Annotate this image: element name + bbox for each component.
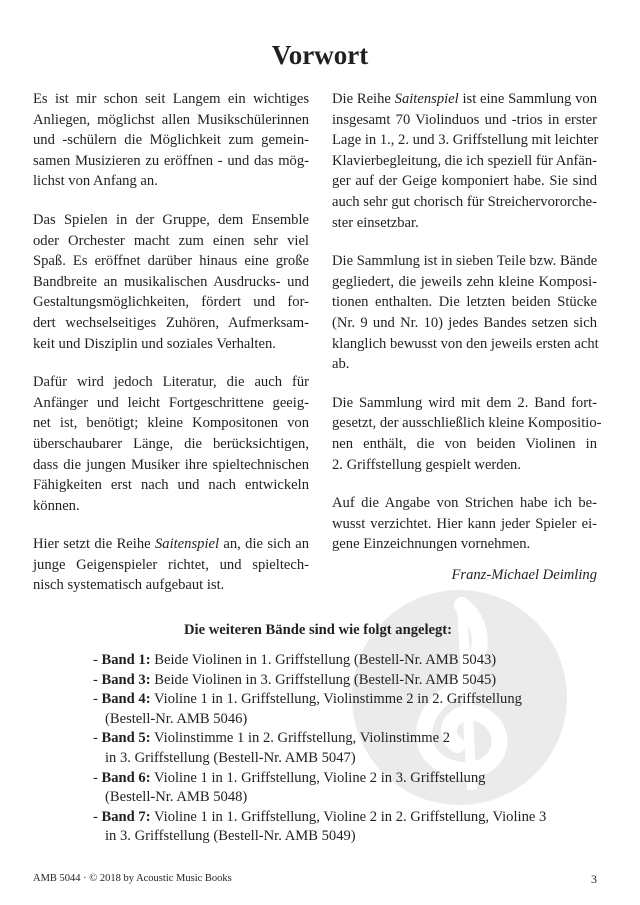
band-line bbox=[93, 788, 546, 808]
text-line: Die Sammlung ist in sieben Teile bzw. Bände bbox=[332, 253, 598, 270]
band-line: - Band 1: Beide Violinen in 1. Griffstellung (Bestell-Nr. AMB 5043) bbox=[93, 652, 497, 668]
text-line: nen enthält, die von beiden Violinen in bbox=[332, 435, 597, 452]
band-label: Band 5: bbox=[101, 730, 151, 747]
text-line: dert wechselseitiges Zuhören, Aufmerksam- bbox=[33, 314, 309, 331]
text-line: Anliegen, möglichst allen Musikschülerinnen bbox=[33, 111, 309, 128]
band-description: Beide Violinen in 3. Griffstellung (Bestell-Nr. AMB 5045) bbox=[154, 671, 497, 688]
band-description: Violine 1 in 1. Griffstellung, Violinstimme 2 in 2. Griffstellung bbox=[153, 691, 522, 708]
paragraph bbox=[33, 372, 309, 516]
text-line: Es ist mir schon seit Langem ein wichtiges bbox=[33, 91, 309, 107]
text-line: ab. bbox=[332, 356, 350, 373]
band-description: in 3. Griffstellung (Bestell-Nr. AMB 5047) bbox=[105, 749, 356, 766]
paragraph bbox=[332, 493, 597, 555]
text-line: Klavierbegleitung, die ich speziell für Anfän- bbox=[332, 152, 598, 169]
band-description: Violine 1 in 1. Griffstellung, Violine 2 in 2. Griffstellung, Violine 3 bbox=[153, 808, 547, 825]
text-line: Bandbreite an musikalischen Ausdrucks- und bbox=[33, 273, 309, 290]
paragraph bbox=[332, 89, 597, 233]
paragraph bbox=[332, 251, 597, 375]
text-line: junge Geigenspieler richtet, und spieltech- bbox=[33, 556, 309, 573]
text-line: und -schülern die Möglichkeit zum gemein- bbox=[33, 132, 309, 149]
text-line: Dafür wird jedoch Literatur, die auch für bbox=[33, 374, 309, 391]
text-line: Hier setzt die Reihe Saitenspiel an, die sich an bbox=[33, 536, 309, 553]
text-line: überschaubarer Länge, die berücksichtigen, bbox=[33, 435, 309, 452]
band-item bbox=[93, 769, 546, 808]
band-line bbox=[93, 749, 546, 769]
text-line: gegliedert, die jeweils zehn kleine Komposi- bbox=[332, 273, 597, 290]
band-description: (Bestell-Nr. AMB 5048) bbox=[105, 789, 248, 806]
band-line: - Band 3: Beide Violinen in 3. Griffstellung (Bestell-Nr. AMB 5045) bbox=[93, 671, 497, 688]
text-line: wusst verzichtet. Hier kann jeder Spieler ei- bbox=[332, 515, 597, 532]
text-line: können. bbox=[33, 497, 80, 514]
paragraph bbox=[33, 89, 309, 192]
text-line: Lage in 1., 2. und 3. Griffstellung mit leichter bbox=[332, 132, 599, 149]
band-description: Violine 1 in 1. Griffstellung, Violine 2 in 3. Griffstellung bbox=[153, 769, 486, 786]
text-line: tionen enthalten. Die letzten beiden Stücke bbox=[332, 294, 597, 311]
bands-list bbox=[93, 651, 546, 847]
band-line: - Band 7: Violine 1 in 1. Griffstellung, Violine 2 in 2. Griffstellung, Violine 3 bbox=[93, 808, 547, 825]
band-description: Violinstimme 1 in 2. Griffstellung, Violinstimme 2 bbox=[153, 730, 451, 747]
text-line: Auf die Angabe von Strichen habe ich be- bbox=[332, 495, 597, 512]
text-line: oder Orchester macht zum einen sehr viel bbox=[33, 232, 309, 249]
band-description: (Bestell-Nr. AMB 5046) bbox=[105, 710, 248, 727]
text-line: (Nr. 9 und Nr. 10) jedes Bandes setzen sich bbox=[332, 314, 597, 331]
band-line bbox=[93, 827, 546, 847]
page-number: 3 bbox=[591, 872, 597, 886]
footer-copyright: AMB 5044 · © 2018 by Acoustic Music Books bbox=[33, 873, 232, 884]
bands-heading: Die weiteren Bände sind wie folgt angelegt: bbox=[183, 622, 453, 638]
band-line: - Band 6: Violine 1 in 1. Griffstellung, Violine 2 in 3. Griffstellung bbox=[93, 769, 486, 786]
paragraph bbox=[332, 393, 602, 475]
text-line: samen Musizieren zu eröffnen - und das mög- bbox=[33, 152, 309, 169]
paragraph bbox=[33, 534, 309, 596]
text-line: 2. Griffstellung gespielt werden. bbox=[332, 456, 521, 473]
band-item bbox=[93, 651, 546, 671]
band-item bbox=[93, 729, 546, 768]
text-line: insgesamt 70 Violinduos und -trios in erster bbox=[332, 111, 597, 128]
text-line: Die Sammlung wird mit dem 2. Band fort- bbox=[332, 394, 597, 411]
band-line bbox=[93, 710, 546, 730]
paragraph bbox=[33, 210, 309, 354]
text-line: ster einsetzbar. bbox=[332, 214, 419, 231]
band-label: Band 7: bbox=[101, 808, 151, 825]
band-label: Band 4: bbox=[101, 691, 151, 708]
band-line: - Band 5: Violinstimme 1 in 2. Griffstellung, Violinstimme 2 bbox=[93, 730, 451, 747]
text-line: Spaß. Es eröffnet darüber hinaus eine große bbox=[33, 253, 309, 270]
band-label: Band 1: bbox=[101, 652, 151, 668]
band-item bbox=[93, 671, 546, 691]
text-line: klanglich bewusst von den jeweils ersten acht bbox=[332, 335, 599, 352]
text-line: keit und Disziplin und soziales Verhalten. bbox=[33, 335, 276, 352]
band-description: Beide Violinen in 1. Griffstellung (Bestell-Nr. AMB 5043) bbox=[154, 652, 497, 668]
band-label: Band 6: bbox=[101, 769, 151, 786]
text-line: gene Einzeichnungen vornehmen. bbox=[332, 536, 531, 553]
text-line: lichst von Anfang an. bbox=[33, 173, 158, 190]
band-item bbox=[93, 690, 546, 729]
text-line: Die Reihe Saitenspiel ist eine Sammlung von bbox=[332, 91, 597, 107]
text-line: Das Spielen in der Gruppe, dem Ensemble bbox=[33, 211, 309, 228]
text-line: nisch systematisch aufgebaut ist. bbox=[33, 577, 225, 594]
text-line: Anfänger und leicht Fortgeschrittene geeig- bbox=[33, 394, 309, 411]
text-line: Gestaltungsmöglichkeiten, fördert und for- bbox=[33, 294, 309, 311]
band-label: Band 3: bbox=[101, 671, 151, 688]
page-title: Vorwort bbox=[271, 40, 369, 70]
text-line: net ist, benötigt; kleine Kompositonen von bbox=[33, 415, 309, 432]
band-description: in 3. Griffstellung (Bestell-Nr. AMB 5049) bbox=[105, 828, 356, 845]
left-column bbox=[33, 89, 309, 614]
text-line: ger auf der Geige komponiert habe. Sie sind bbox=[332, 173, 597, 190]
text-line: gesetzt, der ausschließlich kleine Kompositio- bbox=[332, 415, 602, 432]
band-item bbox=[93, 808, 546, 847]
right-column bbox=[332, 89, 602, 585]
band-line: - Band 4: Violine 1 in 1. Griffstellung, Violinstimme 2 in 2. Griffstellung bbox=[93, 691, 522, 708]
text-line: auch sehr gut chorisch für Streichervororche- bbox=[332, 193, 597, 210]
text-line: dass die jungen Musiker ihre spieltechnischen bbox=[33, 456, 309, 473]
signature: Franz-Michael Deimling bbox=[451, 566, 597, 583]
text-line: Fähigkeiten erst nach und nach entwickeln bbox=[33, 477, 309, 494]
